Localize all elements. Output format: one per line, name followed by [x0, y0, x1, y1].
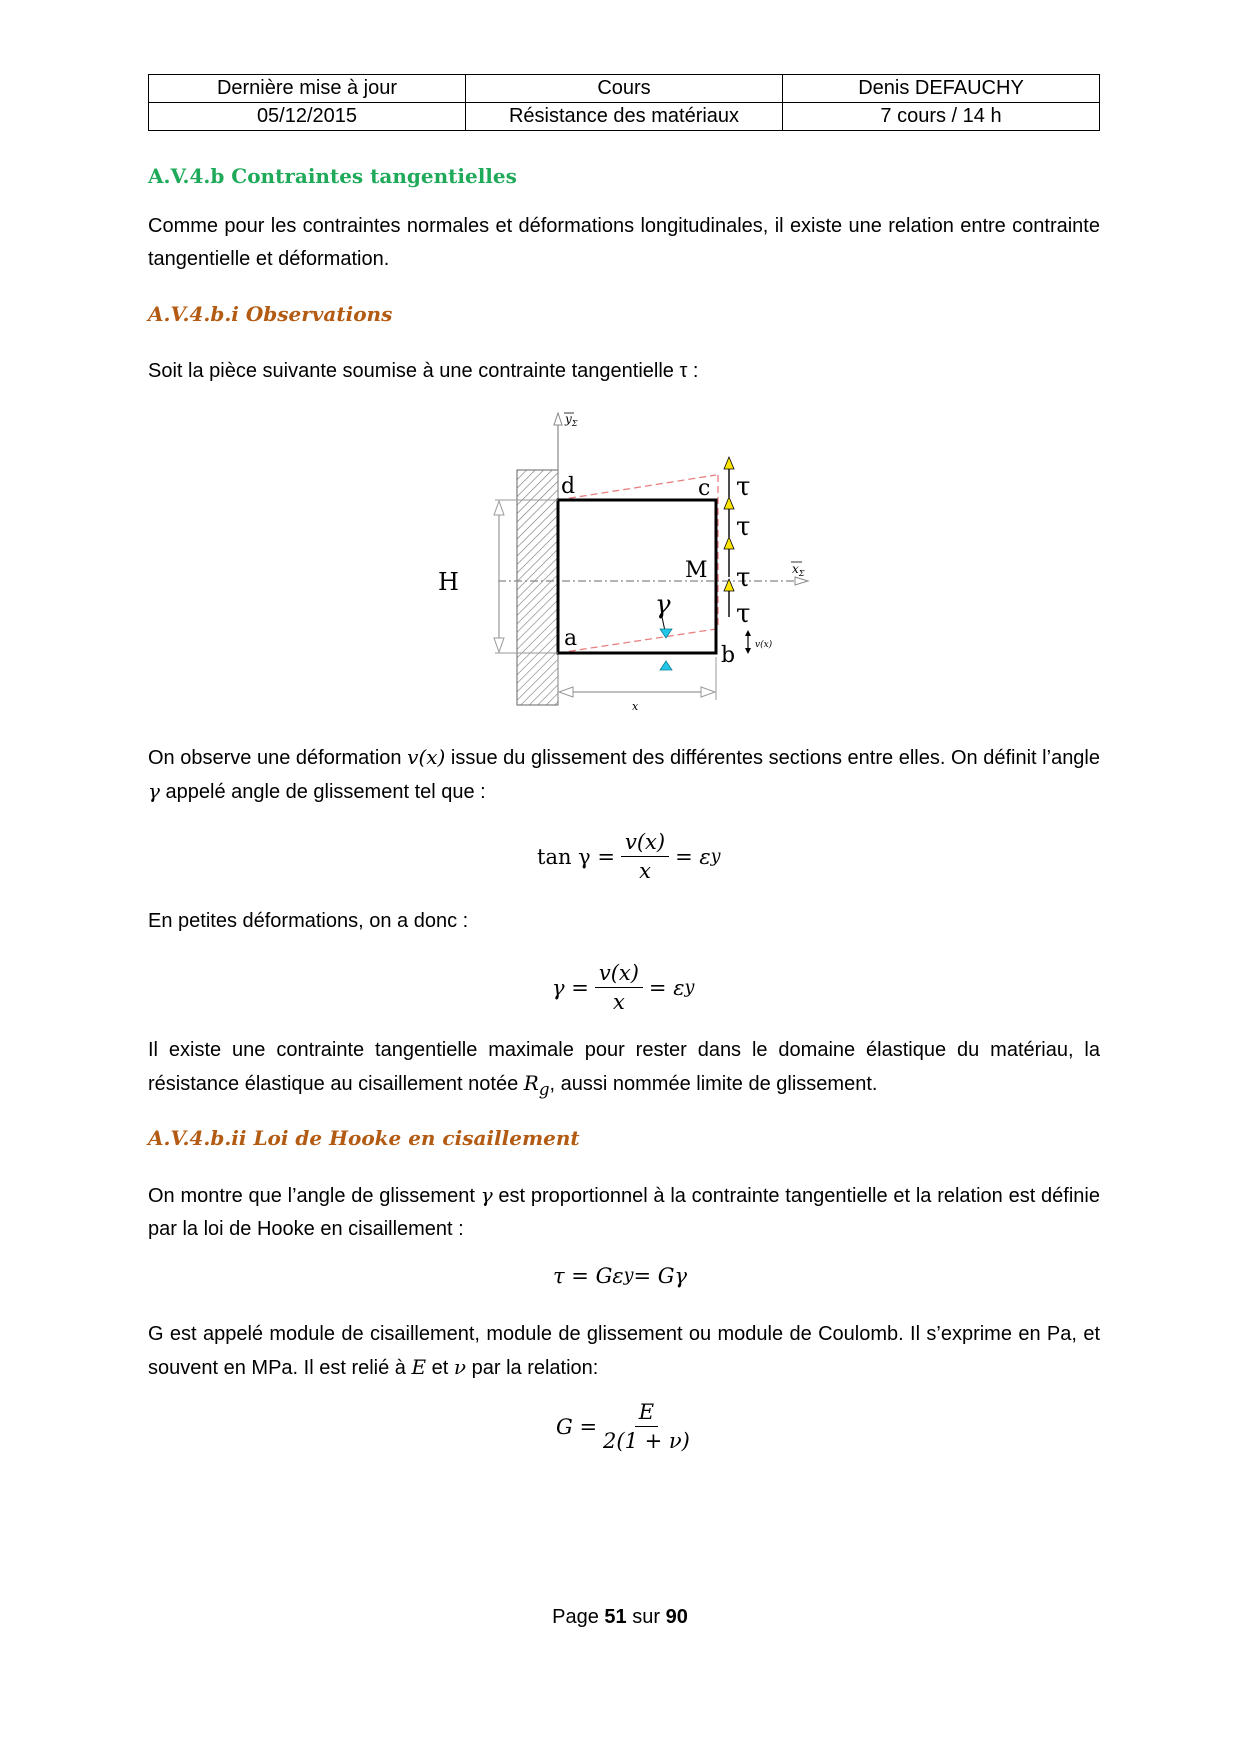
page-total: 90: [665, 1606, 688, 1628]
svg-text:τ: τ: [736, 472, 751, 502]
header-row-2: [149, 103, 1100, 131]
equation-shear-modulus: G = $\frac{E}{2(1 + \nu)}$: [556, 1400, 690, 1453]
svg-text:τ: τ: [736, 563, 751, 593]
deformed-bottom-edge: [558, 629, 716, 653]
page-number: 51: [604, 1606, 627, 1628]
wall-hatch: [517, 470, 558, 705]
tau-arrow-1: [724, 457, 750, 502]
hooke-paragraph-2: G est appelé module de cisaillement, module de glissement ou module de Coulomb. Il s’exprime en Pa, et souvent en MPa. Il est relié à E et ν par la relation:: [148, 1323, 1100, 1379]
y-axis-label: $y_\Sigma$: [565, 412, 578, 428]
header-cell-course: Résistance des matériaux: [466, 103, 783, 131]
header-cell-author: Denis DEFAUCHY: [783, 75, 1100, 103]
y-axis-arrow: [554, 413, 562, 425]
x-axis-label: $x_\Sigma$: [792, 562, 805, 578]
observations-paragraph-2: En petites déformations, on a donc :: [148, 910, 469, 932]
observations-paragraph-3: Il existe une contrainte tangentielle maximale pour rester dans le domaine élastique du matériau, la résistance élastique au cisaillement notée $R_g$, aussi nommée limite de glissement.: [148, 1039, 1100, 1099]
equation-hooke-shear: τ = Gε y = Gγ: [553, 1264, 688, 1288]
page-footer: Page 51 sur 90: [552, 1606, 688, 1628]
equation-tan-gamma: tan γ = $\frac{v(x)}{x}$ = ε y: [537, 830, 721, 883]
label-M: M: [685, 558, 708, 583]
observations-paragraph-1: On observe une déformation v(x) issue du glissement des différentes sections entre elles. On définit l’angle γ appelé angle de glissement tel que :: [148, 745, 1101, 803]
label-vx: v(x): [755, 640, 773, 650]
deformed-top-edge: [558, 475, 716, 500]
equation-gamma: γ = $\frac{v(x)}{x}$ = ε y: [552, 961, 695, 1014]
hooke-paragraph-1: On montre que l’angle de glissement γ est proportionnel à la contrainte tangentielle et la relation est définie par la loi de Hooke en cisaillement :: [148, 1183, 1100, 1240]
header-row-1: [149, 75, 1100, 103]
x-axis-arrow: [795, 577, 808, 585]
header-table: [148, 74, 1100, 131]
label-d: d: [561, 474, 576, 499]
svg-text:τ: τ: [736, 512, 751, 542]
label-gamma: γ: [655, 590, 671, 620]
label-a: a: [564, 626, 578, 651]
header-cell-duration: 7 cours / 14 h: [783, 103, 1100, 131]
header-cell-update-label: Dernière mise à jour: [149, 75, 466, 103]
tau-arrow-2: [724, 497, 750, 542]
header-cell-date: 05/12/2015: [149, 103, 466, 131]
label-H: H: [438, 568, 459, 596]
svg-text:τ: τ: [736, 599, 751, 629]
header-cell-type-label: Cours: [466, 75, 783, 103]
shear-figure: [430, 405, 830, 715]
label-b: b: [721, 643, 736, 668]
label-c: c: [698, 476, 711, 501]
observations-intro: Soit la pièce suivante soumise à une contrainte tangentielle τ :: [148, 360, 699, 382]
section-title: A.V.4.b Contraintes tangentielles: [148, 164, 517, 188]
gamma-marker-bottom: [660, 661, 672, 670]
hooke-title: A.V.4.b.ii Loi de Hooke en cisaillement: [148, 1126, 580, 1150]
observations-title: A.V.4.b.i Observations: [148, 302, 393, 326]
label-x: x: [632, 700, 639, 713]
section-intro: Comme pour les contraintes normales et déformations longitudinales, il existe une relation entre contrainte tangentielle et déformation.: [148, 215, 1100, 270]
